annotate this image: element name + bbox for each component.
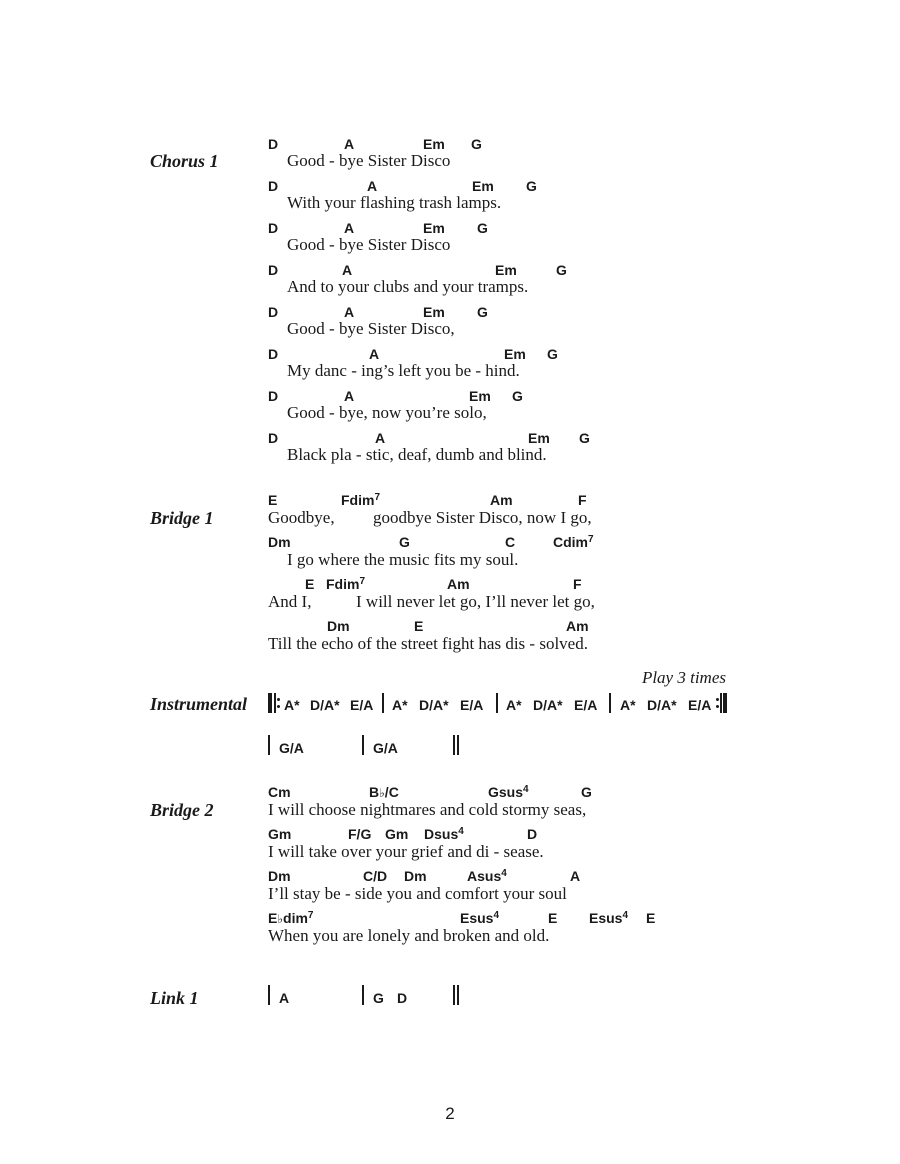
barline [268, 735, 270, 755]
chord: G [477, 304, 488, 320]
chord: Dm [268, 534, 291, 550]
repeat-note: Play 3 times [641, 668, 726, 687]
chord: G [581, 784, 592, 800]
chord: Em [504, 346, 526, 362]
chord: A* [620, 697, 636, 713]
lyric-line: Good - bye Sister Disco [287, 151, 451, 170]
chord: A [570, 868, 581, 884]
chord: Am [566, 618, 589, 634]
chord: G [547, 346, 558, 362]
chord: C [505, 534, 516, 550]
chord: E [414, 618, 424, 634]
chord-name: Fdim [326, 576, 360, 592]
lyric-line: Till the echo of the street fight has dis - solved. [268, 634, 588, 653]
chord: D/A* [419, 697, 449, 713]
chord: D [268, 136, 279, 152]
chord: D [268, 178, 279, 194]
chord: Em [495, 262, 517, 278]
chord: A [375, 430, 386, 446]
chord [488, 784, 529, 800]
chord: D [268, 220, 279, 236]
lyric-line-part: I will never let go, I’ll never let go, [356, 592, 595, 611]
chord: G [477, 220, 488, 236]
barline [382, 693, 384, 713]
lyric-line: With your flashing trash lamps. [287, 193, 502, 212]
chord-extension: 4 [523, 784, 529, 795]
chord: E/A [460, 697, 484, 713]
chord: E/A [688, 697, 712, 713]
chord-extension: 7 [374, 492, 381, 503]
chord-extension: 4 [493, 910, 500, 921]
chord [326, 576, 365, 592]
final-barline [453, 985, 455, 1005]
section-label-instrumental: Instrumental [150, 694, 248, 714]
chord: Em [423, 220, 445, 236]
chord-quality: dim [283, 910, 308, 926]
barline [268, 985, 270, 1005]
chord: Em [472, 178, 494, 194]
chord-root: E [268, 910, 278, 926]
chord-extension: 7 [588, 534, 594, 545]
lyric-line: Good - bye Sister Disco, [287, 319, 455, 338]
chord: Dm [327, 618, 350, 634]
chord: Dm [268, 868, 291, 884]
barline [362, 735, 364, 755]
chord: Em [423, 304, 445, 320]
barline [274, 693, 276, 713]
chord: D [397, 990, 408, 1006]
chord: Em [423, 136, 445, 152]
chord: Em [528, 430, 550, 446]
lyric-line-part: Goodbye, [268, 508, 335, 527]
chord: G [579, 430, 590, 446]
chord [467, 868, 507, 884]
chord [424, 826, 464, 842]
chord: A* [284, 697, 300, 713]
chord [460, 910, 499, 926]
lyric-line: My danc - ing’s left you be - hind. [287, 361, 520, 380]
lyric-line: Good - bye, now you’re solo, [287, 403, 487, 422]
lyric-line: I will choose nightmares and cold stormy seas, [268, 800, 587, 819]
page-number: 2 [445, 1104, 455, 1123]
section-label-bridge-1: Bridge 1 [150, 508, 214, 528]
chord: A [344, 388, 355, 404]
section-label-chorus-1: Chorus 1 [150, 151, 219, 171]
chord-root: B [369, 784, 380, 800]
chord: E/A [574, 697, 598, 713]
chord: A [367, 178, 378, 194]
chord-extension: 4 [501, 868, 507, 879]
lyric-line: Good - bye Sister Disco [287, 235, 451, 254]
chord: G [471, 136, 482, 152]
chord-name: Esus [589, 910, 623, 926]
chord-extension: 7 [307, 910, 314, 921]
repeat-dots [277, 693, 280, 713]
chord [341, 492, 380, 508]
barline [496, 693, 498, 713]
chord-name: Esus [460, 910, 494, 926]
chord [589, 910, 628, 926]
chord: A [342, 262, 353, 278]
lyric-line-part: goodbye Sister Disco, now I go, [373, 508, 592, 527]
chord: E [548, 910, 558, 926]
chord: G [399, 534, 410, 550]
chord-extension: 7 [359, 576, 366, 587]
chord: D/A* [310, 697, 340, 713]
chord: D [268, 430, 279, 446]
repeat-start-barline [268, 693, 272, 713]
chord: Dm [404, 868, 427, 884]
chord: A [344, 220, 355, 236]
repeat-end-barline [723, 693, 727, 713]
chord: Gm [268, 826, 292, 842]
lyric-line: When you are lonely and broken and old. [268, 926, 550, 945]
chord: D/A* [533, 697, 563, 713]
chord: Cm [268, 784, 291, 800]
chord-name: Cdim [553, 534, 588, 550]
chord: A [369, 346, 380, 362]
lyric-line: I will take over your grief and di - sease. [268, 842, 544, 861]
flat-symbol: ♭ [277, 912, 284, 926]
chord: E [268, 492, 278, 508]
chord: Am [490, 492, 513, 508]
chord [268, 910, 313, 927]
flat-symbol: ♭ [379, 786, 385, 800]
chord: A [344, 304, 355, 320]
chord-name: Dsus [424, 826, 459, 842]
final-barline [457, 985, 459, 1005]
chord: G [373, 990, 384, 1006]
chord: B♭/C [369, 784, 399, 800]
chord: E [305, 576, 315, 592]
chord: G [512, 388, 523, 404]
lyric-line: I go where the music fits my soul. [287, 550, 519, 569]
chord-name: Gsus [488, 784, 524, 800]
lyric-line: Black pla - stic, deaf, dumb and blind. [287, 445, 547, 464]
lyric-line: And to your clubs and your tramps. [287, 277, 529, 296]
lyric-line-part: And I, [268, 592, 312, 611]
chord-name: Fdim [341, 492, 375, 508]
chord: G [526, 178, 537, 194]
chord-extension: 4 [458, 826, 464, 837]
chord: A* [392, 697, 408, 713]
chord: E/A [350, 697, 374, 713]
chord: A [344, 136, 355, 152]
chord: F [578, 492, 587, 508]
chord: Gm [385, 826, 409, 842]
chord: D [527, 826, 538, 842]
section-label-link-1: Link 1 [150, 988, 199, 1008]
chord [553, 534, 594, 550]
chord: Em [469, 388, 491, 404]
barline [720, 693, 722, 713]
chord-bass: C [388, 784, 399, 800]
chord-extension: 4 [622, 910, 629, 921]
chord: Am [447, 576, 470, 592]
chord: F [573, 576, 582, 592]
chord: A [279, 990, 290, 1006]
chord: G [556, 262, 567, 278]
chord: A* [506, 697, 522, 713]
barline [609, 693, 611, 713]
final-barline [453, 735, 455, 755]
repeat-dots [716, 693, 719, 713]
section-label-bridge-2: Bridge 2 [150, 800, 214, 820]
chord: D [268, 388, 279, 404]
chord: E [646, 910, 656, 926]
chord: G/A [279, 740, 304, 756]
chord: D [268, 262, 279, 278]
chord: F/G [348, 826, 372, 842]
chord-name: Asus [467, 868, 502, 884]
barline [362, 985, 364, 1005]
chord: C/D [363, 868, 388, 884]
chord: D [268, 304, 279, 320]
final-barline [457, 735, 459, 755]
chord: D [268, 346, 279, 362]
lyric-line: I’ll stay be - side you and comfort your soul [268, 884, 567, 903]
chord: D/A* [647, 697, 677, 713]
chord: G/A [373, 740, 398, 756]
